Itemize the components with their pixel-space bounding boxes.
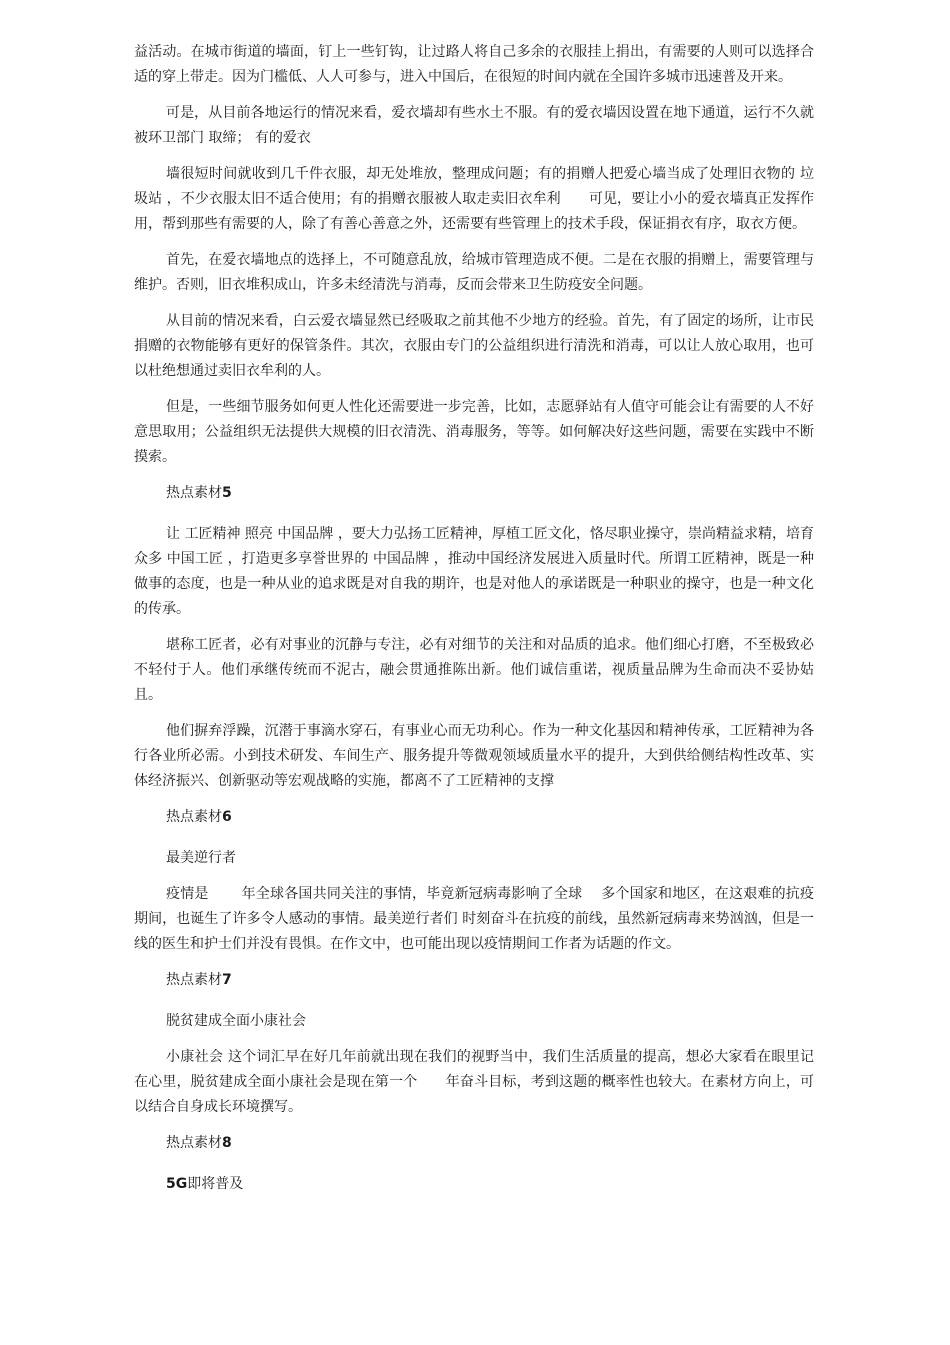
document-page — [134, 40, 814, 1208]
heading-number: 7 — [222, 972, 232, 988]
paragraph-location-choice: 首先，在爱衣墙地点的选择上，不可随意乱放，给城市管理造成不便。二是在衣服的捐赠上，需要管理与维护。否则，旧衣堆积成山，许多未经清洗与消毒，反而会带来卫生防疫安全问题。 — [134, 252, 814, 293]
paragraph-craftsman-spirit: 让 工匠精神 照亮 中国品牌 ，要大力弘扬工匠精神，厚植工匠文化，恪尽职业操守，崇尚精益求精，培育众多 中国工匠 ，打造更多享誉世界的 中国品牌 ，推动中国经济发展进入质量时代。所谓工匠精神，既是一种做事的态度，也是一种从业的追求既是对自我的期许，也是对他人的承诺既是一种职业的操守，也是一种文化的传承。 — [134, 526, 814, 617]
heading-number: 8 — [222, 1135, 232, 1151]
paragraph-xiaokang-society: 小康社会 这个词汇早在好几年前就出现在我们的视野当中，我们生活质量的提高，想必大家看在眼里记在心里，脱贫建成全面小康社会是现在第一个 年奋斗目标，考到这题的概率性也较大。在素材方向上，可以结合自身成长环境撰写。 — [134, 1049, 814, 1115]
heading-number: 5 — [222, 485, 232, 501]
paragraph-details-improvement: 但是，一些细节服务如何更人性化还需要进一步完善，比如，志愿驿站有人值守可能会让有需要的人不好意思取用；公益组织无法提供大规模的旧衣清洗、消毒服务，等等。如何解决好这些问题，需要在实践中不断摸索。 — [134, 399, 814, 465]
subheading-5g — [134, 1172, 814, 1197]
paragraph-clothes-wall-problems: 可是，从目前各地运行的情况来看，爱衣墙却有些水土不服。有的爱衣墙因设置在地下通道，运行不久就被环卫部门 取缔； 有的爱衣 — [134, 105, 814, 146]
paragraph-craftsman-importance: 他们摒弃浮躁，沉潜于事滴水穿石，有事业心而无功利心。作为一种文化基因和精神传承，工匠精神为各行各业所必需。小到技术研发、车间生产、服务提升等微观领域质量水平的提升，大到供给侧结构性改革、实体经济振兴、创新驱动等宏观战略的实施，都离不了工匠精神的支撑 — [134, 723, 814, 789]
subheading-most-beautiful-retrograde: 最美逆行者 — [166, 850, 236, 866]
heading-label: 热点素材 — [166, 972, 222, 988]
heading-hot-topic-8 — [134, 1131, 814, 1156]
heading-label: 热点素材 — [166, 485, 222, 501]
heading-label: 热点素材 — [166, 1135, 222, 1151]
heading-hot-topic-5 — [134, 481, 814, 506]
heading-hot-topic-7 — [134, 968, 814, 993]
paragraph-clothes-wall-intro: 益活动。在城市街道的墙面，钉上一些钉钩，让过路人将自己多余的衣服挂上捐出，有需要的人则可以选择合适的穿上带走。因为门槛低、人人可参与，进入中国后，在很短的时间内就在全国许多城市迅速普及开来。 — [134, 44, 814, 85]
heading-number: 6 — [222, 809, 232, 825]
paragraph-clothes-wall-management: 墙很短时间就收到几千件衣服，却无处堆放，整理成问题；有的捐赠人把爱心墙当成了处理旧衣物的 垃圾站 ，不少衣服太旧不适合使用；有的捐赠衣服被人取走卖旧衣牟利 可见，要让小小的爱衣墙真正发挥作用，帮到那些有需要的人，除了有善心善意之外，还需要有些管理上的技术手段，保证捐衣有序，取衣方便。 — [134, 166, 814, 232]
paragraph-epidemic: 疫情是 年全球各国共同关注的事情，毕竟新冠病毒影响了全球 多个国家和地区，在这艰难的抗疫期间，也诞生了许多令人感动的事情。最美逆行者们 时刻奋斗在抗疫的前线，虽然新冠病毒来势汹汹，但是一线的医生和护士们并没有畏惧。在作文中，也可能出现以疫情期间工作者为话题的作文。 — [134, 886, 814, 952]
heading-label: 热点素材 — [166, 809, 222, 825]
subheading-5g-rest: 即将普及 — [187, 1176, 244, 1192]
subheading-5g-bold: 5G — [166, 1176, 188, 1192]
paragraph-baiyun-experience: 从目前的情况来看，白云爱衣墙显然已经吸取之前其他不少地方的经验。首先，有了固定的场所，让市民捐赠的衣物能够有更好的保管条件。其次，衣服由专门的公益组织进行清洗和消毒，可以让人放心取用，也可以杜绝想通过卖旧衣牟利的人。 — [134, 313, 814, 379]
subheading-poverty-alleviation: 脱贫建成全面小康社会 — [166, 1013, 306, 1029]
paragraph-craftsman-qualities: 堪称工匠者，必有对事业的沉静与专注，必有对细节的关注和对品质的追求。他们细心打磨，不至极致必不轻付于人。他们承继传统而不泥古，融会贯通推陈出新。他们诚信重诺，视质量品牌为生命而决不妥协姑且。 — [134, 637, 814, 703]
heading-hot-topic-6 — [134, 805, 814, 830]
